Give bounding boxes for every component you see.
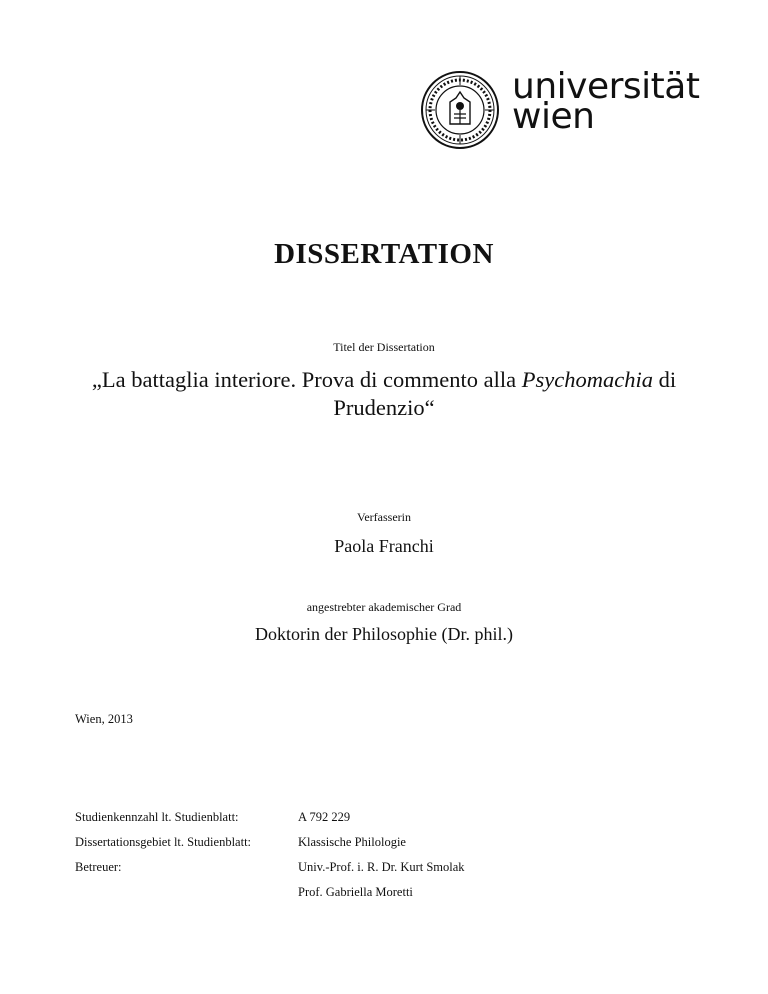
- degree-name: Doktorin der Philosophie (Dr. phil.): [255, 624, 513, 644]
- info-value: Univ.-Prof. i. R. Dr. Kurt Smolak: [298, 860, 465, 874]
- info-key: Betreuer:: [75, 860, 122, 874]
- degree-label: angestrebter akademischer Grad: [306, 600, 462, 614]
- author-label: Verfasserin: [357, 510, 411, 524]
- info-key: Dissertationsgebiet lt. Studienblatt:: [75, 835, 252, 849]
- info-value: Klassische Philologie: [298, 835, 406, 849]
- title-label: Titel der Dissertation: [333, 340, 435, 354]
- dissertation-title-part2: di Prudenzio“: [333, 367, 677, 420]
- dissertation-title-part1: „La battaglia interiore. Prova di commento alla: [91, 367, 522, 392]
- university-seal-icon: [420, 70, 500, 150]
- dissertation-title: [70, 366, 698, 422]
- place-date: Wien, 2013: [75, 712, 133, 726]
- author-name: Paola Franchi: [334, 536, 434, 556]
- document-type-heading: DISSERTATION: [274, 238, 494, 270]
- info-value: A 792 229: [298, 810, 351, 824]
- info-key: Studienkennzahl lt. Studienblatt:: [75, 810, 239, 824]
- wordmark-line2: wien: [512, 96, 595, 137]
- dissertation-title-italic: Psychomachia: [521, 367, 653, 392]
- university-logo: [420, 66, 700, 142]
- info-value: Prof. Gabriella Moretti: [298, 885, 413, 899]
- university-wordmark: [512, 66, 700, 137]
- wordmark-line1: universität: [512, 66, 700, 107]
